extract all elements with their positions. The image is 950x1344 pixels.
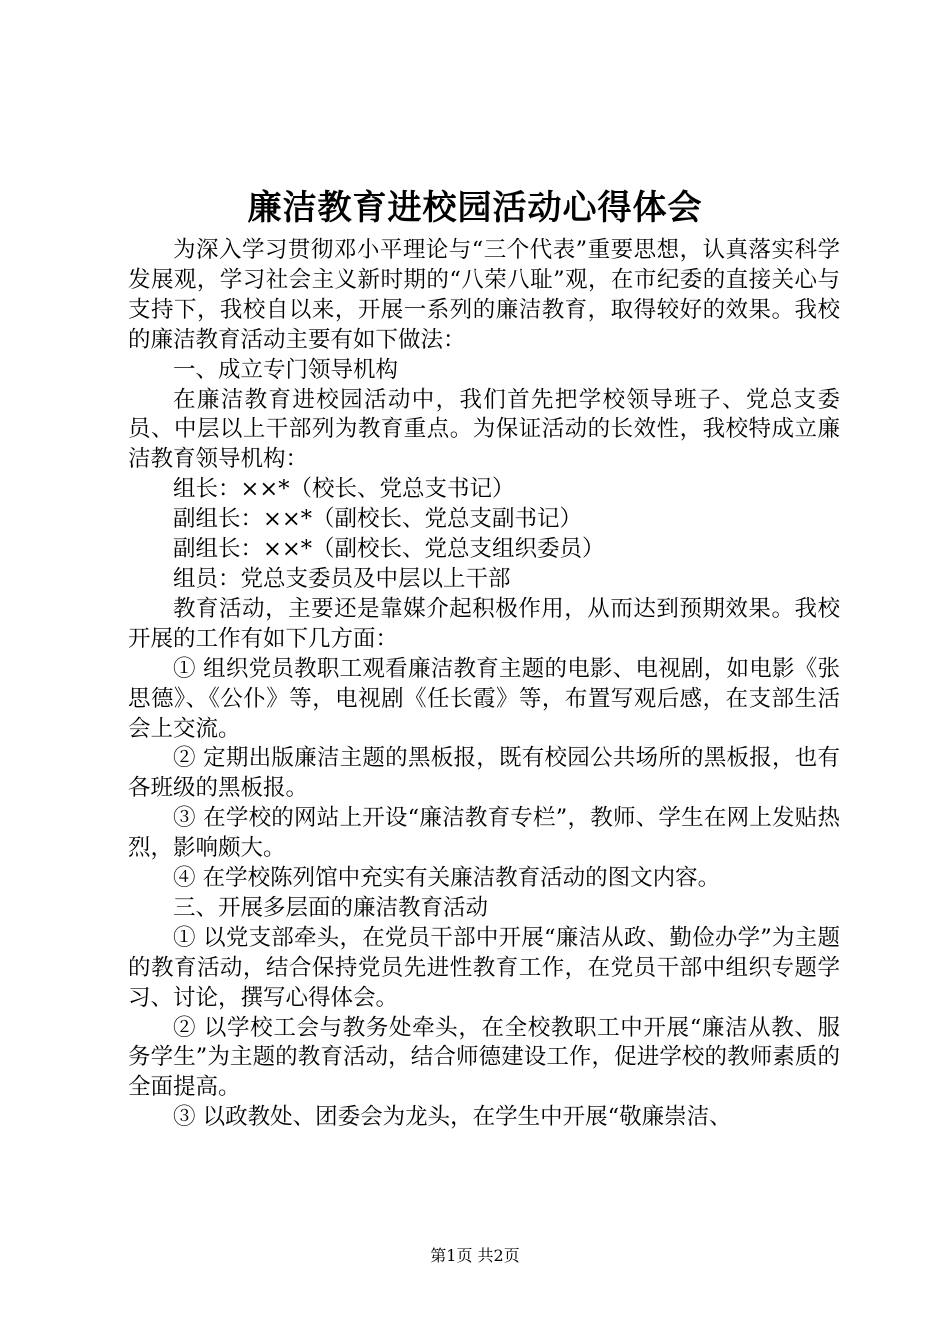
document-title: 廉洁教育进校园活动心得体会 — [247, 188, 703, 228]
paragraph: 教育活动，主要还是靠媒介起积极作用，从而达到预期效果。我校开展的工作有如下几方面： — [128, 595, 840, 652]
numbered-item: ④ 在学校陈列馆中充实有关廉洁教育活动的图文内容。 — [173, 865, 721, 892]
numbered-item: ② 定期出版廉洁主题的黑板报，既有校园公共场所的黑板报，也有各班级的黑板报。 — [128, 745, 840, 802]
numbered-item: ① 组织党员教职工观看廉洁教育主题的电影、电视剧，如电影《张思德》、《公仆》等，电视剧《任长霞》等，布置写观后感，在支部生活会上交流。 — [128, 655, 840, 742]
list-item-members: 组员：党总支委员及中层以上干部 — [173, 565, 511, 592]
list-item-leader: 组长：××*（校长、党总支书记） — [173, 476, 515, 503]
page-number: 第1页 共2页 — [430, 1246, 520, 1265]
section-heading-3: 三、开展多层面的廉洁教育活动 — [173, 894, 489, 921]
numbered-item: ① 以党支部牵头，在党员干部中开展“廉洁从政、勤俭办学”为主题的教育活动，结合保持党员先进性教育工作，在党员干部中组织专题学习、讨论，撰写心得体会。 — [128, 924, 840, 1011]
numbered-item: ② 以学校工会与教务处牵头，在全校教职工中开展“廉洁从教、服务学生”为主题的教育活动，结合师德建设工作，促进学校的教师素质的全面提高。 — [128, 1014, 840, 1101]
document-body — [128, 236, 840, 1133]
paragraph-intro: 为深入学习贯彻邓小平理论与“三个代表”重要思想，认真落实科学发展观，学习社会主义新时期的“八荣八耻”观，在市纪委的直接关心与支持下，我校自以来，开展一系列的廉洁教育，取得较好的效果。我校的廉洁教育活动主要有如下做法： — [128, 237, 840, 353]
numbered-item: ③ 在学校的网站上开设“廉洁教育专栏”，教师、学生在网上发贴热烈，影响颇大。 — [128, 805, 840, 862]
list-item-deputy-leader-2: 副组长：××*（副校长、党总支组织委员） — [173, 536, 605, 563]
paragraph: 在廉洁教育进校园活动中，我们首先把学校领导班子、党总支委员、中层以上干部列为教育重点。为保证活动的长效性，我校特成立廉洁教育领导机构： — [128, 386, 840, 473]
section-heading-1: 一、成立专门领导机构 — [173, 356, 399, 383]
numbered-item: ③ 以政教处、团委会为龙头，在学生中开展“敬廉崇洁、 — [173, 1104, 732, 1131]
list-item-deputy-leader-1: 副组长：××*（副校长、党总支副书记） — [173, 506, 582, 533]
